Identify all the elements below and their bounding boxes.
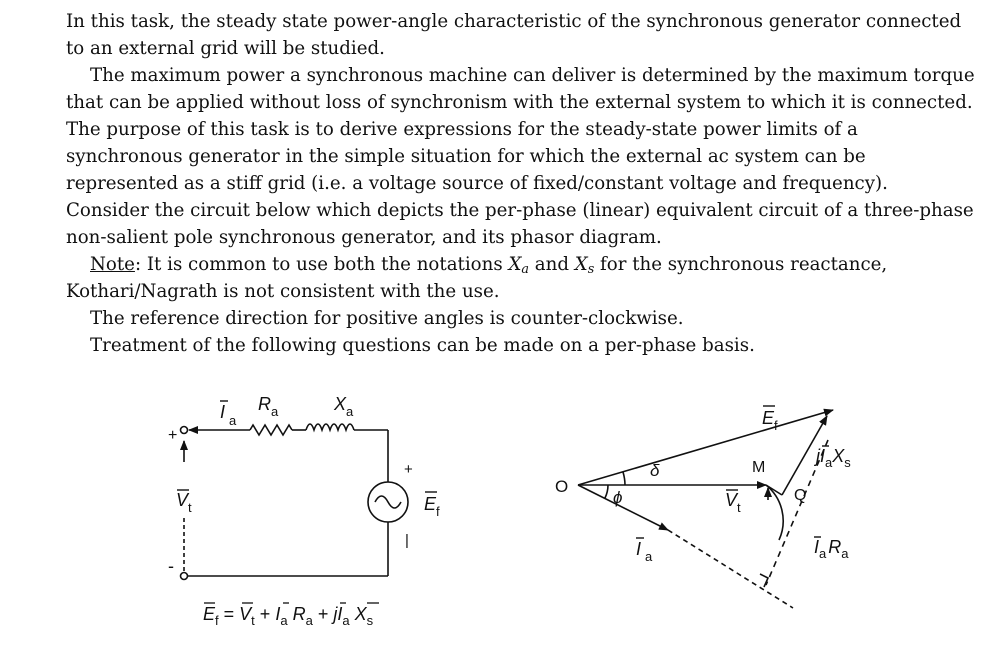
terminal-minus-label: - <box>168 556 174 576</box>
note-text-a: : It is common to use both the notations <box>134 254 509 275</box>
note-label: Note <box>90 254 135 275</box>
svg-text:E: E <box>762 408 775 428</box>
delta-label: δ <box>650 461 660 480</box>
paragraph-per-phase: Treatment of the following questions can be made on a per-phase basis. <box>90 335 755 356</box>
origin-label: O <box>555 477 569 496</box>
ia-extension-dashed <box>668 530 793 608</box>
m-label: M <box>752 459 766 476</box>
svg-text:a: a <box>229 413 237 428</box>
svg-text:f: f <box>774 418 778 433</box>
svg-text:I: I <box>636 539 642 559</box>
phasor-iara-label <box>814 537 849 561</box>
note-text-b: for the synchronous reactance, Kothari/Nagrath is not consistent with the use. <box>66 254 888 302</box>
svg-text:t: t <box>737 500 741 515</box>
paragraph-angle-direction: The reference direction for positive angles is counter-clockwise. <box>90 308 684 329</box>
ra-label <box>258 394 279 419</box>
delta-arc <box>623 472 625 485</box>
paragraph-purpose: The maximum power a synchronous machine can deliver is determined by the maximum torque that can be applied without loss of synchronism with the external system to which it is connected. The purpose of this task is to derive expressions for the steady-state power limits of a synchronous generator in the simple situation for which the external ac system can be represented as a stiff grid (i.e. a voltage source of fixed/constant voltage and frequency). Consider the circuit below which depicts the per-phase (linear) equivalent circuit of a three-phase non-salient pole synchronous generator, and its phasor diagram. <box>66 65 975 248</box>
svg-text:a: a <box>271 404 279 419</box>
svg-text:a: a <box>645 549 653 564</box>
circuit-equation <box>203 603 379 628</box>
phi-arc <box>605 485 608 498</box>
svg-text:R: R <box>258 394 271 414</box>
phasor-vt-label <box>725 490 741 515</box>
ef-plus-label: + <box>404 461 413 478</box>
paragraph-intro: In this task, the steady state power-angle characteristic of the synchronous generator connected to an external grid will be studied. <box>66 11 962 59</box>
resistor-ra <box>250 425 292 435</box>
phasor-diagram <box>578 410 833 608</box>
phasor-jiaxs-label <box>813 446 851 470</box>
svg-text:jIaXs: $jI_aX_s$ <box>816 446 851 470</box>
svg-text:Ef = Vt + Ia Ra + jIa Xs: $E_f = V_t + I_a$ $R_a + jI_a$ $X_s$ <box>203 604 374 628</box>
note-xs: $X_s$ <box>574 254 595 278</box>
terminal-bottom <box>181 573 188 580</box>
svg-text:IaRa: $I_a$ $R_a$ <box>814 537 849 561</box>
svg-text:V: V <box>725 490 738 510</box>
note-and: and <box>529 254 575 275</box>
terminal-top <box>181 427 188 434</box>
svg-text:t: t <box>188 500 192 515</box>
svg-text:I: I <box>220 402 226 422</box>
reactance-xa-coil <box>306 424 354 430</box>
note-xa: $X_a$ <box>508 254 529 278</box>
ia-phasor <box>578 485 668 530</box>
svg-text:a: a <box>346 404 354 419</box>
equivalent-circuit <box>181 424 409 580</box>
ef-label <box>424 492 440 519</box>
svg-text:f: f <box>436 504 440 519</box>
svg-text:X: X <box>334 394 347 414</box>
q-label: Q <box>794 487 807 504</box>
xa-label <box>333 394 354 419</box>
phi-label: ϕ <box>613 488 623 507</box>
svg-text:V: V <box>176 490 189 510</box>
svg-text:E: E <box>424 494 437 514</box>
terminal-plus-label: + <box>168 427 178 444</box>
ef-minus-label: | <box>405 532 409 549</box>
ia-label <box>220 401 237 428</box>
phasor-ia-label <box>636 538 653 564</box>
vt-label <box>176 490 192 515</box>
